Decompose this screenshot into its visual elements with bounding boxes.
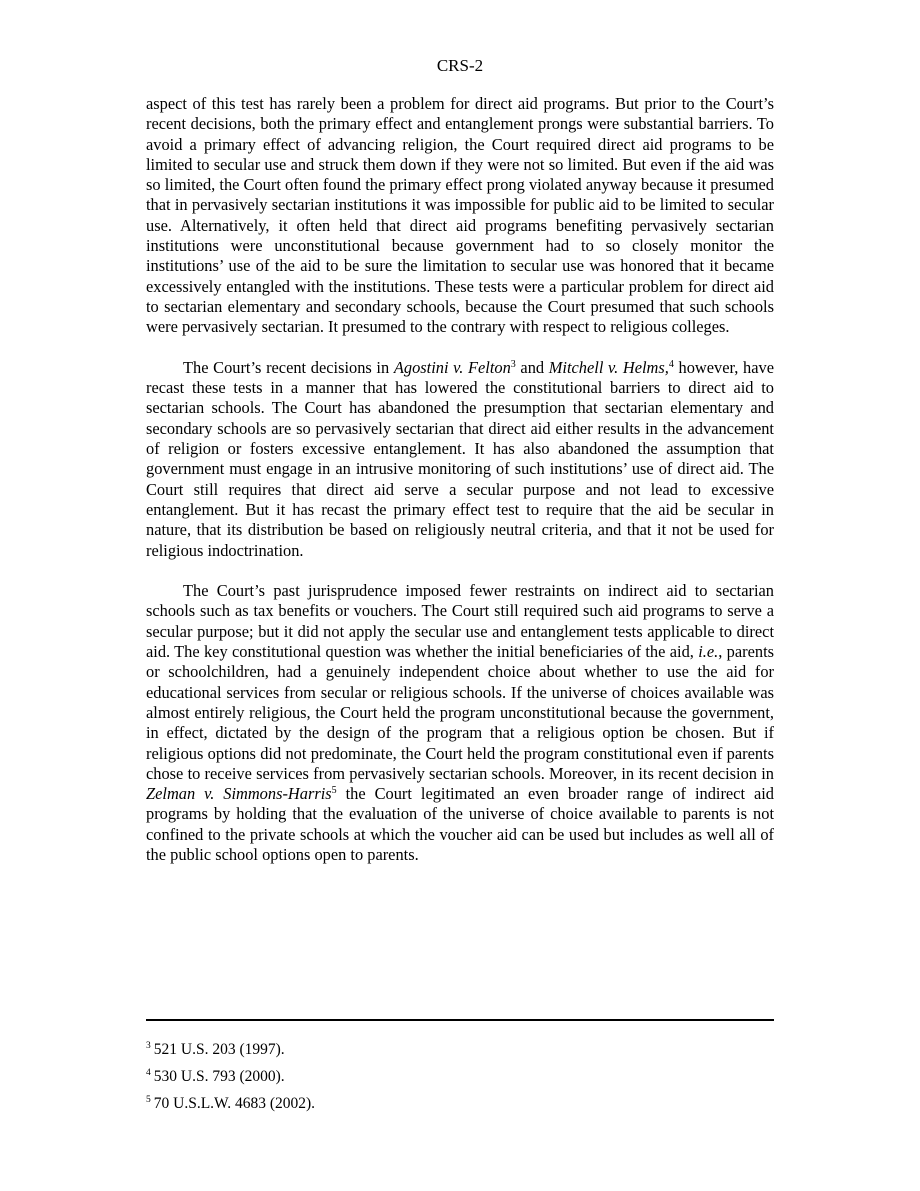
footnote-number: 5 — [146, 1095, 151, 1105]
footnote-ref-5: 5 — [331, 785, 337, 797]
footnote-4 — [146, 1067, 774, 1086]
paragraph-1: aspect of this test has rarely been a problem for direct aid programs. But prior to the Court’s recent decisions, both the primary effect and entanglement prongs were substantial barriers. To avoid a primary effect of advancing religion, the Court required direct aid programs to be limited to secular use and struck them down if they were not so limited. But even if the aid was so limited, the Court often found the primary effect prong violated anyway because it presumed that in pervasively sectarian institutions it was impossible for public aid to be limited to secular use. Alternatively, it often held that direct aid programs benefiting pervasively sectarian institutions were unconstitutional because government had to so closely monitor the institutions’ use of the aid to be sure the limitation to secular use was honored that it became excessively entangled with the institutions. These tests were a particular problem for direct aid to sectarian elementary and secondary schools, because the Court presumed that such schools were pervasively sectarian. It presumed to the contrary with respect to religious colleges. — [146, 94, 774, 337]
paragraph-2-lead: The Court’s recent decisions in — [183, 357, 394, 377]
footnote-3 — [146, 1040, 774, 1059]
footnote-5 — [146, 1094, 774, 1113]
footnote-number: 3 — [146, 1041, 151, 1051]
paragraph-2-rest: however, have recast these tests in a manner that has lowered the constitutional barriers to direct aid to sectarian schools. The Court has abandoned the presumption that sectarian elementary and secondary schools are so pervasively sectarian that direct aid either results in the advancement of religion or fosters excessive entanglement. It has also abandoned the assumption that government must engage in an intrusive monitoring of such institutions’ use of direct aid. The Court still requires that direct aid serve a secular purpose and not lead to excessive entanglement. But it has recast the primary effect test to require that the aid be secular in nature, that its distribution be based on religiously neutral criteria, and that it not be used for religious indoctrination. — [146, 357, 774, 560]
case-citation-agostini: Agostini v. Felton — [393, 357, 511, 377]
paragraph-3-lead: The Court’s past jurisprudence imposed fewer restraints on indirect aid to sectarian schools such as tax benefits or vouchers. The Court still required such aid programs to serve a secular purpose; but it did not apply the secular use and entanglement tests applicable to direct aid. The key constitutional question was whether the initial beneficiaries of the aid, — [146, 581, 774, 662]
footnote-ref-4: 4 — [668, 358, 674, 370]
paragraph-3-mid: , parents or schoolchildren, had a genuinely independent choice about whether to use the aid for educational services from secular or religious schools. If the universe of choices available was almost entirely religious, the Court held the program unconstitutional because the government, in effect, dictated by the design of the program that a religious option be chosen. But if religious options did not predominate, the Court held the program constitutional even if parents chose to receive services from pervasively sectarian schools. Moreover, in its recent decision in — [146, 642, 775, 783]
footnote-ref-3: 3 — [510, 358, 516, 370]
case-citation-mitchell: Mitchell v. Helms, — [548, 357, 669, 377]
paragraph-2 — [146, 358, 774, 561]
footnote-number: 4 — [146, 1068, 151, 1078]
footnote-text: 70 U.S.L.W. 4683 (2002). — [153, 1095, 316, 1112]
case-citation-zelman: Zelman v. Simmons-Harris — [146, 784, 332, 804]
footnote-divider — [146, 1019, 774, 1021]
page-number-header: CRS-2 — [436, 56, 484, 75]
paragraph-3 — [146, 581, 774, 865]
footnotes — [146, 1040, 774, 1121]
body-text — [146, 94, 774, 886]
footnote-text: 530 U.S. 793 (2000). — [153, 1068, 285, 1085]
paragraph-3-rest: the Court legitimated an even broader range of indirect aid programs by holding that the evaluation of the universe of choice available to parents is not confined to the private schools at which the voucher aid can be used but includes as well all of the public school options open to parents. — [146, 784, 774, 864]
italic-ie: i.e. — [698, 642, 719, 662]
footnote-text: 521 U.S. 203 (1997). — [153, 1041, 285, 1058]
paragraph-2-and: and — [515, 357, 549, 377]
